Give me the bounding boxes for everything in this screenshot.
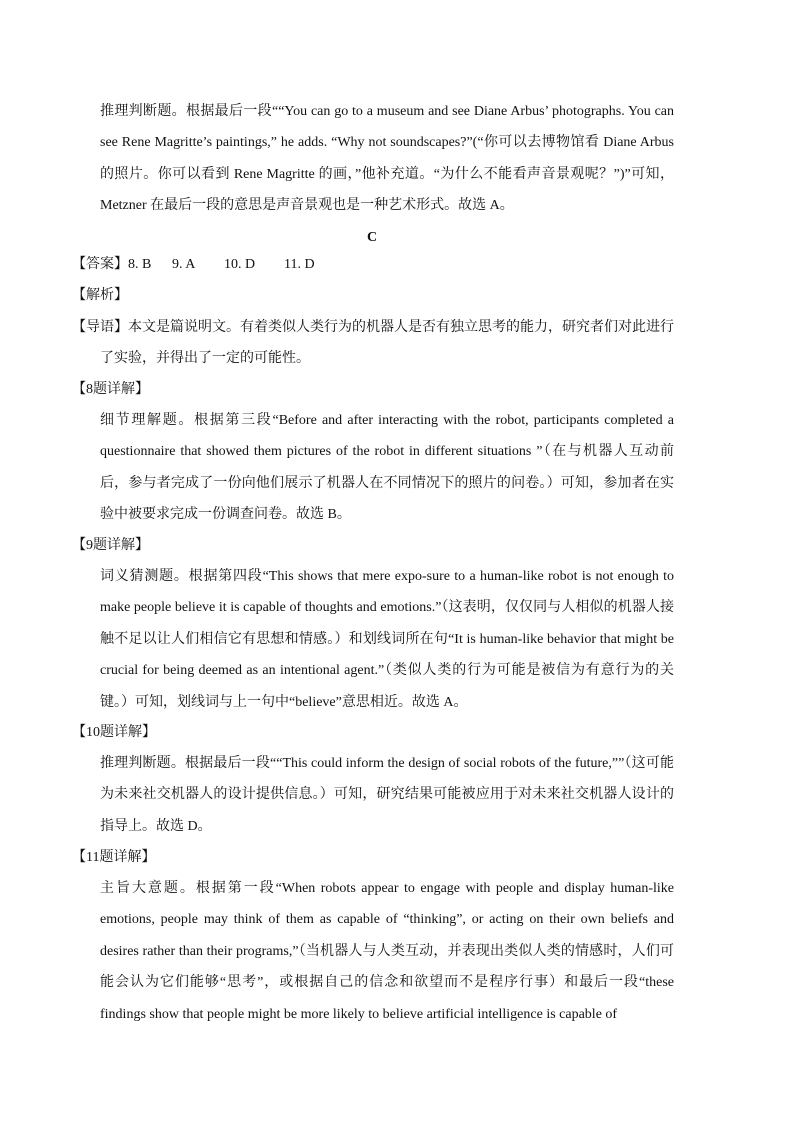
q11-explanation: 主旨大意题。根据第一段“When robots appear to engage with people and display human-like emotions, people may think of them as capable of “thinking”, or acting on their own beliefs and desires rather than their programs,”（当机器人与人类互动，并表现出类似人类的情感时，人们可能会认为它们能够“思考”，或根据自己的信念和欲望而不是程序行事）和最后一段“these findings show that people might be more likely to believe artificial intelligence is capable of <box>100 881 674 1022</box>
q8-heading: 【8题详解】 <box>72 382 149 397</box>
answer-item: 9. A <box>172 257 196 272</box>
q11-heading: 【11题详解】 <box>72 850 156 865</box>
guide-paragraph: 【导语】本文是篇说明文。有着类似人类行为的机器人是否有独立思考的能力，研究者们对此进行了实验，并得出了一定的可能性。 <box>72 320 674 367</box>
answer-label: 【答案】 <box>72 257 128 272</box>
q9-heading: 【9题详解】 <box>72 538 149 553</box>
answer-item: 10. D <box>224 257 256 272</box>
prev-question-explanation: 推理判断题。根据最后一段““You can go to a museum and see Diane Arbus’ photographs. You can see Rene Magritte’s paintings,” he adds. “Why not soundscapes?”(“你可以去博物馆看 Diane Arbus 的照片。你可以看到 Rene Magritte 的画，”他补充道。“为什么不能看声音景观呢？”)”可知，Metzner 在最后一段的意思是声音景观也是一种艺术形式。故选 A。 <box>100 104 674 214</box>
q9-explanation: 词义猜测题。根据第四段“This shows that mere expo-sure to a human-like robot is not enough to make people believe it is capable of thoughts and emotions.”（这表明，仅仅同与人相似的机器人接触不足以让人们相信它有思想和情感。）和划线词所在句“It is human-like behavior that might be crucial for being deemed as an intentional agent.”（类似人类的行为可能是被信为有意行为的关键。）可知，划线词与上一句中“believe”意思相近。故选 A。 <box>100 569 674 710</box>
answer-item: 8. B <box>128 257 152 272</box>
answer-item: 11. D <box>284 257 315 272</box>
q8-explanation: 细节理解题。根据第三段“Before and after interacting with the robot, participants completed a questionnaire that showed them pictures of the robot in different situations ”（在与机器人互动前后，参与者完成了一份向他们展示了机器人在不同情况下的照片的问卷。）可知，参加者在实验中被要求完成一份调查问卷。故选 B。 <box>100 413 674 523</box>
answer-line <box>72 255 315 275</box>
section-heading-c: C <box>366 230 378 245</box>
q10-explanation: 推理判断题。根据最后一段““This could inform the design of social robots of the future,””（这可能为未来社交机器人的设计提供信息。）可知，研究结果可能被应用于对未来社交机器人设计的指导上。故选 D。 <box>100 756 674 834</box>
analysis-heading: 【解析】 <box>72 288 128 303</box>
q10-heading: 【10题详解】 <box>72 725 156 740</box>
